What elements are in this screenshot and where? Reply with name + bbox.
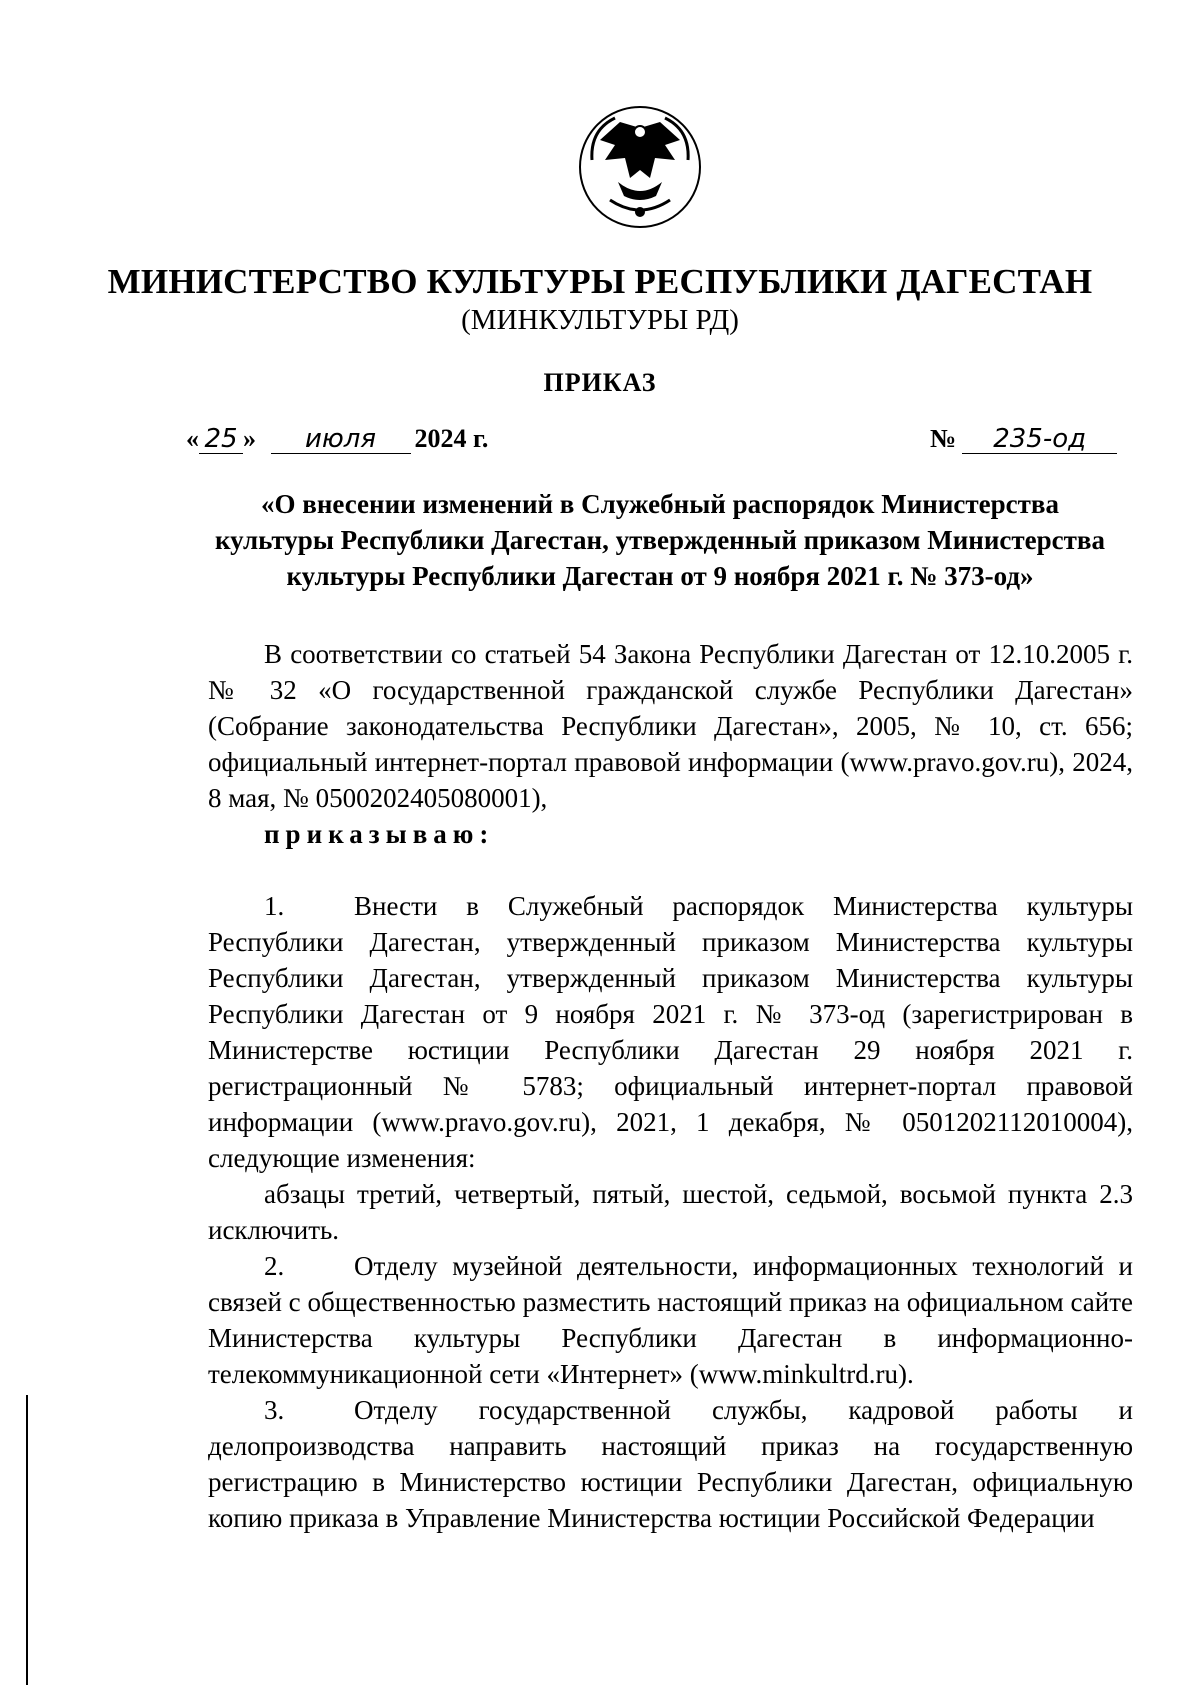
order-number bbox=[930, 424, 1117, 454]
date-day-handwritten: 25 bbox=[199, 425, 243, 454]
item-number: 3. bbox=[264, 1395, 285, 1425]
date-open-quote: « bbox=[186, 424, 199, 453]
date-month-handwritten: июля bbox=[271, 425, 411, 454]
ministry-name: МИНИСТЕРСТВО КУЛЬТУРЫ РЕСПУБЛИКИ ДАГЕСТАН bbox=[107, 262, 1093, 301]
ministry-abbreviation: (МИНКУЛЬТУРЫ РД) bbox=[461, 304, 739, 336]
title-line-1: «О внесении изменений в Служебный распорядок Министерства bbox=[261, 489, 1059, 519]
coat-of-arms-icon bbox=[570, 100, 710, 235]
item-number: 1. bbox=[264, 891, 285, 921]
item-text: Отделу государственной службы, кадровой работы и делопроизводства направить настоящий приказ на государственную регистрацию в Министерство юстиции Республики Дагестан, официальную копию приказа в Управление Министерства юстиции Российской Федерации bbox=[208, 1395, 1133, 1533]
number-prefix: № bbox=[930, 424, 957, 453]
preamble-text: В соответствии со статьей 54 Закона Республики Дагестан от 12.10.2005 г. № 32 «О государственной гражданской службе Республики Дагестан» (Собрание законодательства Республики Дагестан», 2005, № 10, ст. 656; официальный интернет-портал правовой информации (www.pravo.gov.ru), 2024, 8 мая, № 0500202405080001), bbox=[208, 639, 1133, 813]
date-close-quote: » bbox=[243, 424, 256, 453]
item-number: 2. bbox=[264, 1251, 285, 1281]
number-handwritten: 235-од bbox=[962, 425, 1117, 454]
list-item bbox=[208, 888, 1133, 1176]
date-year: 2024 г. bbox=[414, 424, 489, 453]
order-date bbox=[186, 424, 488, 454]
order-word: приказываю: bbox=[264, 819, 495, 849]
list-item bbox=[208, 1248, 1133, 1392]
title-line-3: культуры Республики Дагестан от 9 ноября 2021 г. № 373-од» bbox=[286, 561, 1034, 591]
preamble-block bbox=[208, 636, 1133, 852]
item-text: абзацы третий, четвертый, пятый, шестой, седьмой, восьмой пункта 2.3 исключить. bbox=[208, 1179, 1133, 1245]
document-type: ПРИКАЗ bbox=[543, 368, 657, 397]
item-text: Отделу музейной деятельности, информационных технологий и связей с общественностью разместить настоящий приказ на официальном сайте Министерства культуры Республики Дагестан в информационно-телекоммуникационной сети «Интернет» (www.minkultrd.ru). bbox=[208, 1251, 1133, 1389]
item-text: Внести в Служебный распорядок Министерства культуры Республики Дагестан, утвержденный приказом Министерства культуры Республики Дагестан, утвержденный приказом Министерства культуры Республики Дагестан от 9 ноября 2021 г. № 373-од (зарегистрирован в Министерстве юстиции Республики Дагестан 29 ноября 2021 г. регистрационный № 5783; официальный интернет-портал правовой информации (www.pravo.gov.ru), 2021, 1 декабря, № 0501202112010004), следующие изменения: bbox=[208, 891, 1133, 1173]
title-line-2: культуры Республики Дагестан, утвержденный приказом Министерства bbox=[215, 525, 1105, 555]
order-items bbox=[208, 888, 1133, 1536]
scan-margin-line bbox=[26, 1395, 28, 1685]
list-item bbox=[208, 1392, 1133, 1536]
list-item bbox=[208, 1176, 1133, 1248]
order-title bbox=[200, 486, 1120, 594]
